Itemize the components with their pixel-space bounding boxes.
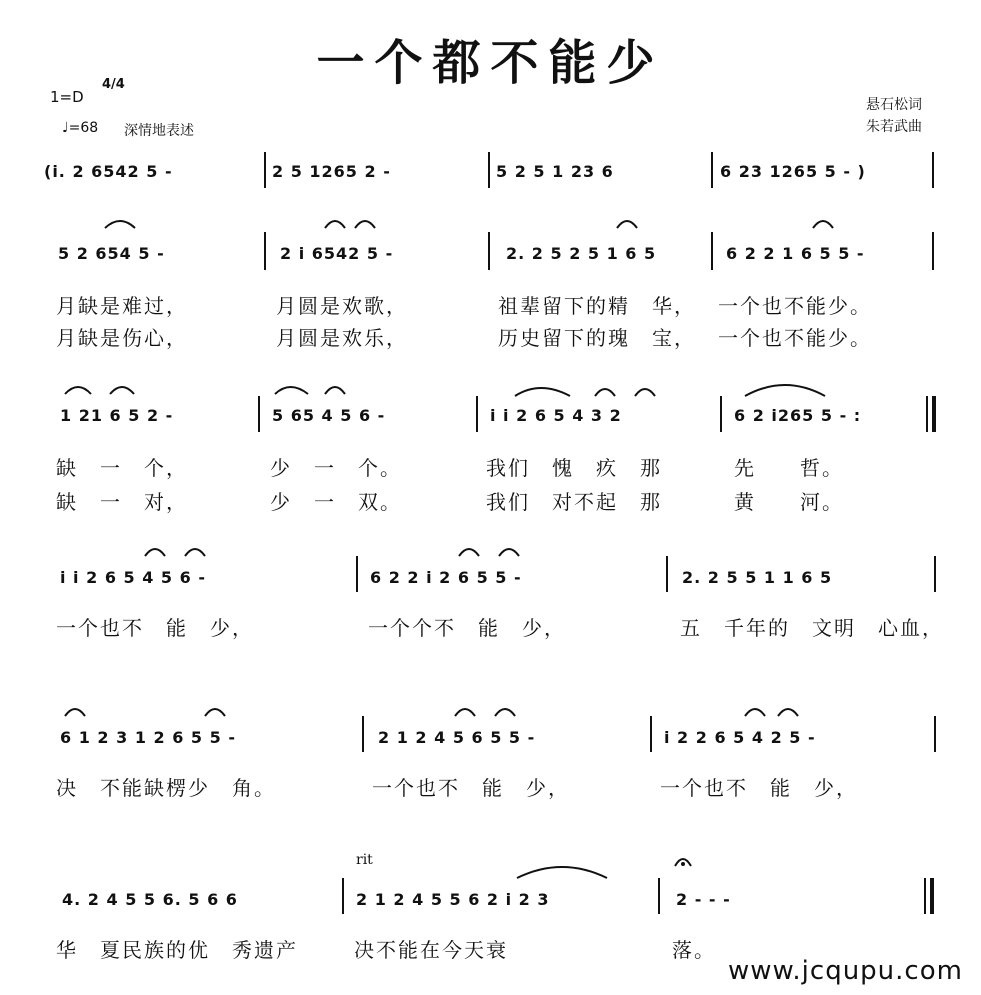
measure-notes: 6 1 2 3 1 2 6 5 5 - [60, 728, 236, 747]
slur-mark [450, 702, 530, 718]
measure-notes: 2. 2 5 5 1 1 6 5 [682, 568, 833, 587]
lyric-line-2: 历史留下的瑰 宝， [498, 326, 696, 350]
lyric-line-1: 决不能在今天衰 [354, 938, 508, 962]
measure-notes: i i 2 6 5 4 5 6 - [60, 568, 206, 587]
ritardando-mark: rit [356, 852, 373, 868]
lyric-line-2: 月圆是欢乐， [276, 326, 408, 350]
slur-mark [60, 702, 90, 718]
lyric-line-1: 月缺是难过， [56, 294, 188, 318]
measure-notes: 6 2 i265 5 - : [734, 406, 862, 425]
lyric-line-2: 我们 对不起 那 [486, 490, 662, 514]
barline [342, 878, 344, 914]
lyric-line-2: 一个也不能少。 [718, 326, 872, 350]
barline [926, 396, 928, 432]
lyric-line-1: 我们 愧 疚 那 [486, 456, 662, 480]
lyric-line-1: 少 一 个。 [270, 456, 402, 480]
barline [488, 232, 490, 270]
measure-notes: 2. 2 5 2 5 1 6 5 [506, 244, 657, 263]
barline [264, 232, 266, 270]
slur-mark [320, 216, 390, 230]
measure-notes: 5 2 5 1 23 6 [496, 162, 614, 181]
barline [711, 232, 713, 270]
lyric-line-1: 月圆是欢歌， [276, 294, 408, 318]
measure-notes: 5 65 4 5 6 - [272, 406, 386, 425]
lyricist-credit: 悬石松词 [866, 97, 922, 113]
barline [658, 878, 660, 914]
lyric-line-1: 一个也不 能 少， [372, 776, 570, 800]
measure-notes: 1 21 6 5 2 - [60, 406, 174, 425]
slur-mark [140, 542, 220, 558]
measure-notes: 2 1 2 4 5 6 5 5 - [378, 728, 536, 747]
composer-credit: 朱若武曲 [866, 119, 922, 135]
lyric-line-1: 决 不能缺楞少 角。 [56, 776, 276, 800]
measure-notes: 4. 2 4 5 5 6. 5 6 6 [62, 890, 238, 909]
barline [934, 556, 936, 592]
lyric-line-2: 少 一 双。 [270, 490, 402, 514]
slur-mark [200, 702, 230, 718]
barline [488, 152, 490, 188]
time-signature-value: 4/4 [102, 77, 125, 92]
lyric-line-1: 先 哲。 [734, 456, 844, 480]
measure-notes: i 2 2 6 5 4 2 5 - [664, 728, 816, 747]
measure-notes: 6 2 2 1 6 5 5 - [726, 244, 865, 263]
slur-mark [512, 860, 612, 880]
barline [720, 396, 722, 432]
lyric-line-1: 一个也不能少。 [718, 294, 872, 318]
repeat-end-barline [932, 396, 936, 432]
time-signature [102, 78, 125, 92]
measure-notes: i i 2 6 5 4 3 2 [490, 406, 622, 425]
lyric-line-1: 一个也不 能 少， [56, 616, 254, 640]
lyric-line-1: 缺 一 个， [56, 456, 188, 480]
measure-notes: 2 5 1265 2 - [272, 162, 391, 181]
barline [666, 556, 668, 592]
fermata-mark [100, 216, 140, 230]
measure-notes: 2 i 6542 5 - [280, 244, 394, 263]
measure-notes: 6 2 2 i 2 6 5 5 - [370, 568, 522, 587]
slur-mark [454, 542, 534, 558]
barline [362, 716, 364, 752]
song-title: 一个都不能少 [316, 35, 665, 91]
expression-marking: 深情地表述 [124, 123, 194, 139]
measure-notes: 5 2 654 5 - [58, 244, 165, 263]
lyric-line-1: 五 千年的 文明 心血， [680, 616, 944, 640]
slur-mark [612, 216, 642, 230]
slur-mark [60, 380, 170, 396]
watermark-url: www.jcqupu.com [728, 956, 963, 986]
barline [264, 152, 266, 188]
barline [932, 152, 934, 188]
barline [711, 152, 713, 188]
measure-notes: 2 - - - [676, 890, 731, 909]
fermata-mark [672, 852, 694, 878]
lyric-line-1: 落。 [672, 938, 716, 962]
barline [356, 556, 358, 592]
lyric-line-1: 华 夏民族的优 秀遗产 [56, 938, 298, 962]
measure-notes: 6 23 1265 5 - ) [720, 162, 866, 181]
lyric-line-1: 一个个不 能 少， [368, 616, 566, 640]
lyric-line-1: 祖辈留下的精 华， [498, 294, 696, 318]
lyric-line-2: 黄 河。 [734, 490, 844, 514]
barline [650, 716, 652, 752]
barline [934, 716, 936, 752]
tempo-marking: ♩=68 [62, 120, 99, 136]
measure-notes: (i. 2 6542 5 - [44, 162, 173, 181]
measure-notes: 2 1 2 4 5 5 6 2 i 2 3 [356, 890, 550, 909]
barline [258, 396, 260, 432]
final-barline [930, 878, 934, 914]
barline [476, 396, 478, 432]
lyric-line-2: 缺 一 对， [56, 490, 188, 514]
slur-mark [740, 378, 830, 398]
slur-mark [740, 702, 810, 718]
slur-mark [270, 380, 360, 396]
barline [924, 878, 926, 914]
slur-mark [808, 216, 838, 230]
slur-mark [510, 380, 660, 398]
key-signature: 1=D [50, 88, 84, 106]
lyric-line-1: 一个也不 能 少， [660, 776, 858, 800]
lyric-line-2: 月缺是伤心， [56, 326, 188, 350]
barline [932, 232, 934, 270]
